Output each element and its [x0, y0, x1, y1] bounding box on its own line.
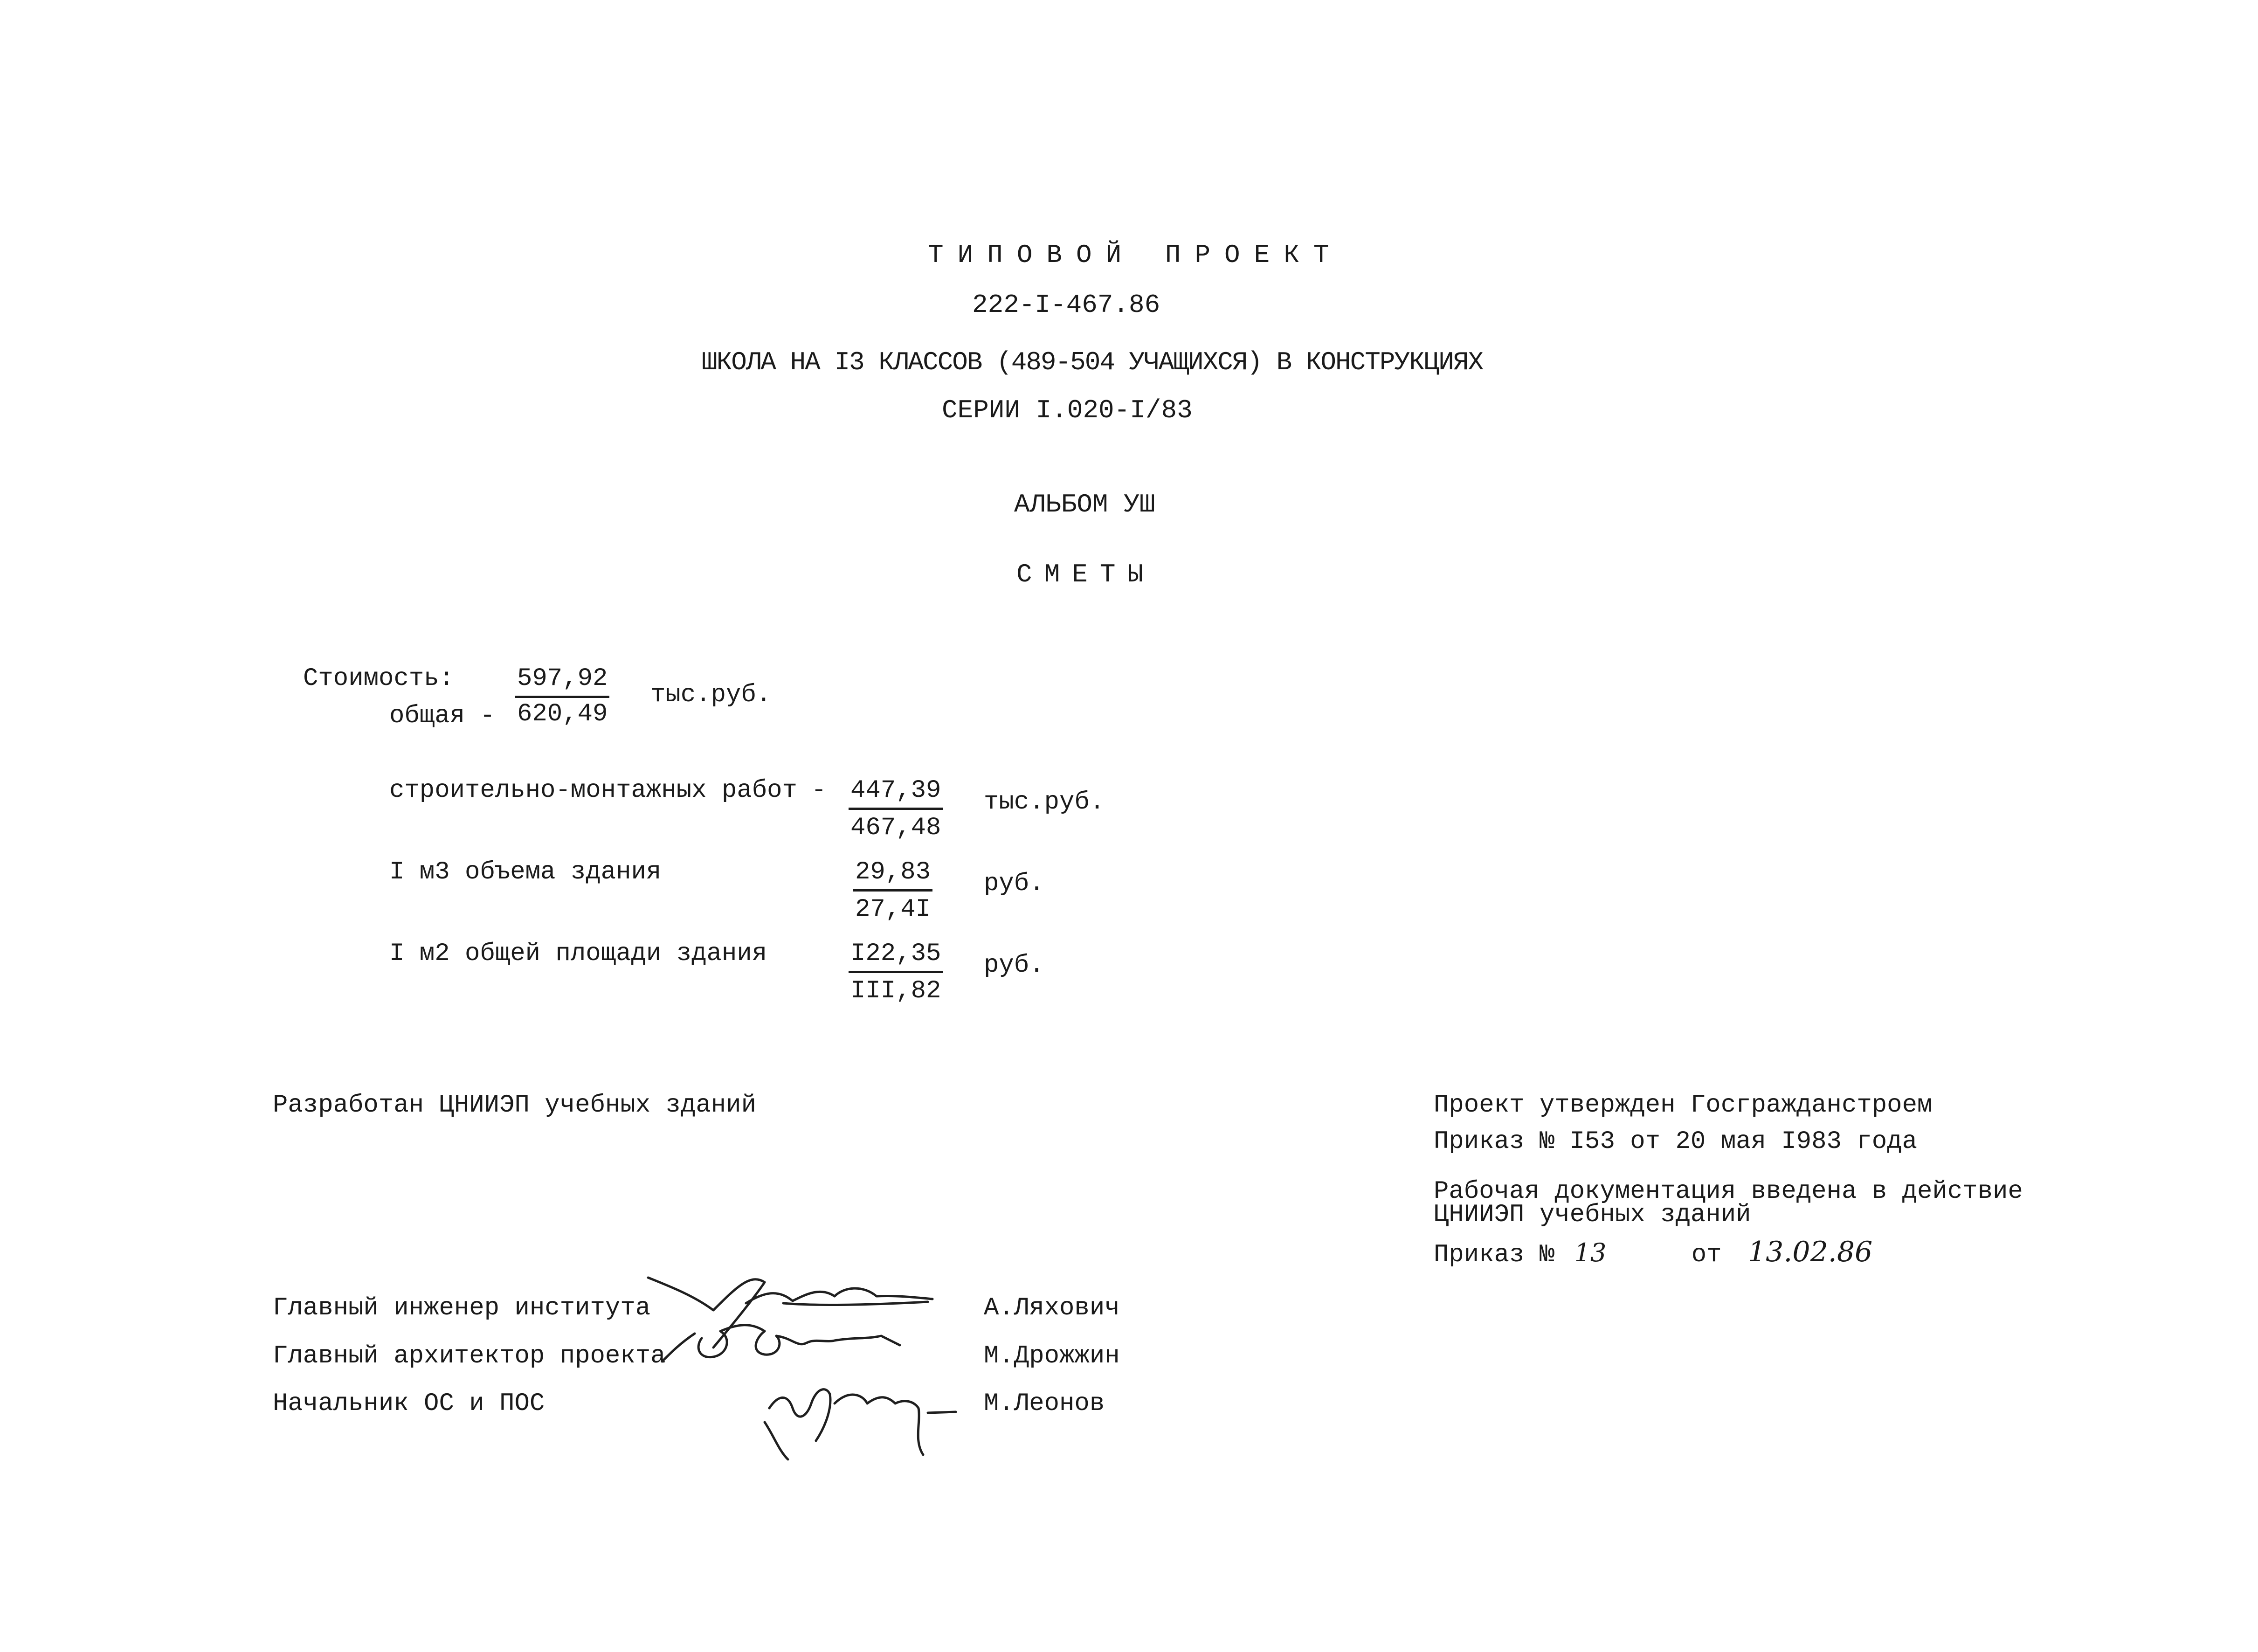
cost-m3-fraction	[853, 858, 932, 924]
order-date-prefix: от	[1691, 1241, 1722, 1269]
approval-line3: Рабочая документация введена в действие	[1434, 1177, 2023, 1206]
approval-line1: Проект утвержден Госгражданстроем	[1434, 1091, 1933, 1120]
cost-m3-label: I м3 объема здания	[389, 858, 662, 886]
cost-m2-fraction	[849, 940, 943, 1005]
project-code: 222-I-467.86	[972, 290, 1160, 320]
approval-line4: ЦНИИЭП учебных зданий	[1434, 1201, 1751, 1229]
cost-m3-unit: руб.	[984, 870, 1044, 898]
cost-total-label: общая -	[389, 702, 495, 730]
order-prefix: Приказ №	[1434, 1241, 1555, 1269]
developed-by: Разработан ЦНИИЭП учебных зданий	[273, 1091, 756, 1120]
signature-role-3: Начальник ОС и ПОС	[273, 1389, 545, 1418]
document-title: ТИПОВОЙ ПРОЕКТ	[928, 240, 1343, 270]
order-number: 13	[1574, 1238, 1607, 1267]
signature-3-icon	[760, 1362, 970, 1464]
section-title: СМЕТЫ	[1016, 560, 1156, 589]
signature-name-3: М.Леонов	[984, 1389, 1105, 1418]
cost-smr-unit: тыс.руб.	[984, 788, 1105, 816]
cost-total-numerator: 597,92	[515, 664, 609, 698]
cost-label: Стоимость:	[303, 664, 455, 693]
order-date: 13.02.86	[1748, 1236, 1873, 1268]
cost-smr-label: строительно-монтажных работ	[389, 776, 797, 805]
album-label: АЛЬБОМ УШ	[1014, 490, 1155, 519]
approval-order	[1434, 1236, 1872, 1269]
signature-name-1: А.Ляхович	[984, 1294, 1120, 1322]
approval-line2: Приказ № I53 от 20 мая I983 года	[1434, 1127, 1917, 1156]
cost-smr-dash: -	[811, 776, 827, 805]
signature-name-2: М.Дрожжин	[984, 1342, 1120, 1370]
signature-role-1: Главный инженер института	[273, 1294, 651, 1322]
cost-m2-label: I м2 общей площади здания	[389, 940, 767, 968]
cost-m2-denominator: III,82	[850, 977, 941, 1005]
project-name-line2: СЕРИИ I.020-I/83	[942, 395, 1193, 425]
project-name-line1: ШКОЛА НА I3 КЛАССОВ (489-504 УЧАЩИХСЯ) В КОНСТРУКЦИЯХ	[702, 347, 1483, 377]
cost-smr-denominator: 467,48	[850, 814, 941, 842]
cost-smr-fraction	[849, 776, 943, 842]
cost-m2-unit: руб.	[984, 951, 1044, 980]
signature-role-2: Главный архитектор проекта	[273, 1342, 666, 1370]
cost-m3-numerator: 29,83	[853, 858, 932, 892]
cost-total-unit: тыс.руб.	[650, 681, 772, 709]
cost-smr-numerator: 447,39	[849, 776, 943, 810]
cost-total-denominator: 620,49	[517, 700, 608, 728]
cost-m2-numerator: I22,35	[849, 940, 943, 973]
cost-total-fraction	[515, 664, 609, 728]
cost-m3-denominator: 27,4I	[855, 895, 931, 924]
